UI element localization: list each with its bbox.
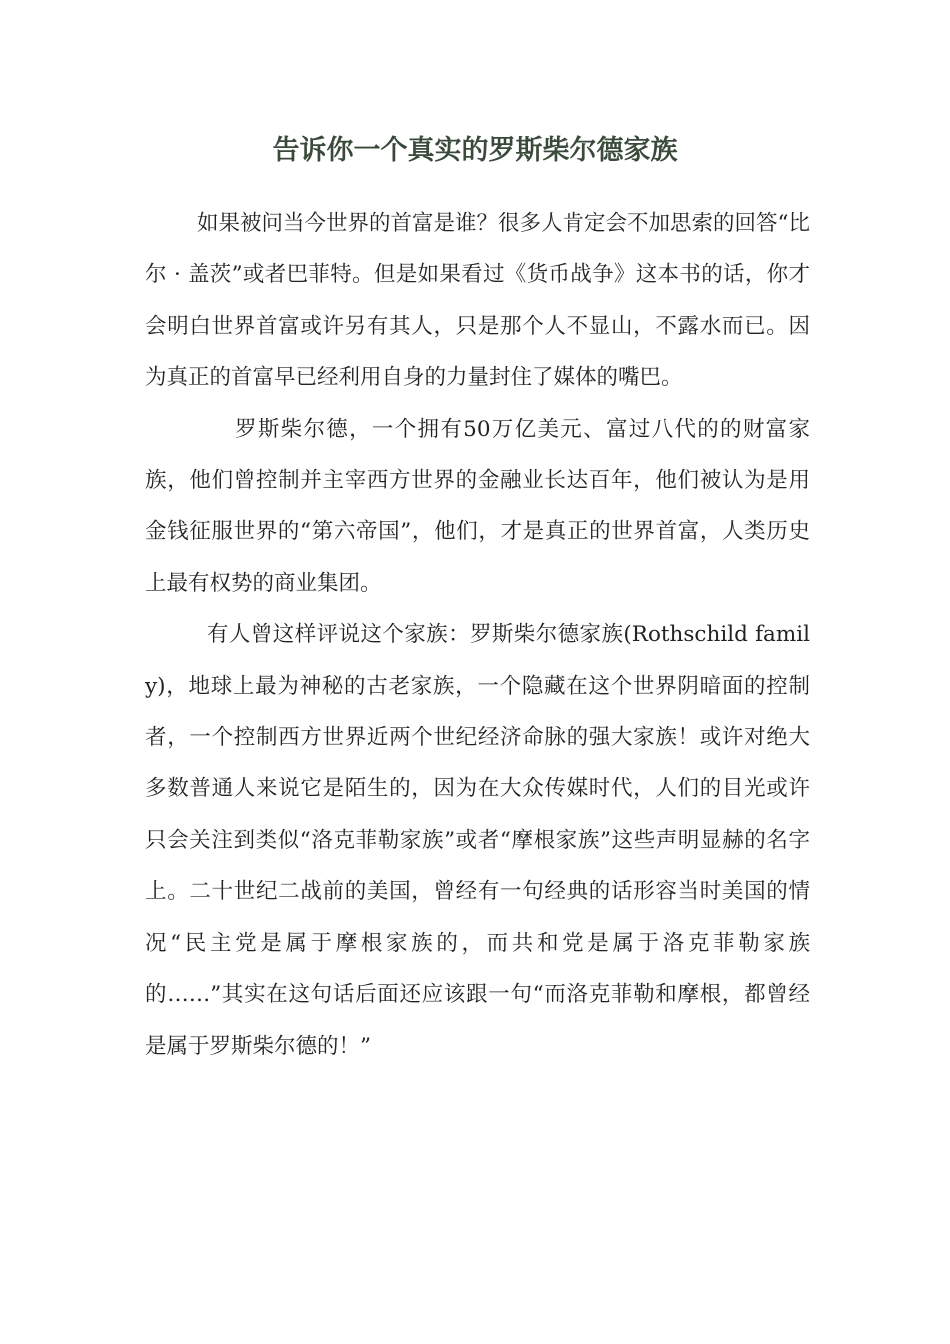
document-title: 告诉你一个真实的罗斯柴尔德家族 [272, 135, 678, 166]
paragraph: 罗斯柴尔德，一个拥有50万亿美元、富过八代的的财富家族，他们曾控制并主宰西方世界的金融业长达百年，他们被认为是用金钱征服世界的“第六帝国”，他们，才是真正的世界首富，人类历史上最有权势的商业集团。 [145, 416, 810, 596]
paragraph: 如果被问当今世界的首富是谁？很多人肯定会不加思索的回答“比尔 · 盖茨”或者巴菲特。但是如果看过《货币战争》这本书的话，你才会明白世界首富或许另有其人，只是那个人不显山，不露水而已。因为真正的首富早已经利用自身的力量封住了媒体的嘴巴。 [145, 211, 810, 391]
paragraph: 有人曾这样评说这个家族：罗斯柴尔德家族(Rothschild family)，地球上最为神秘的古老家族，一个隐藏在这个世界阴暗面的控制者，一个控制西方世界近两个世纪经济命脉的强大家族！或许对绝大多数普通人来说它是陌生的，因为在大众传媒时代，人们的目光或许只会关注到类似“洛克菲勒家族”或者“摩根家族”这些声明显赫的名字上。二十世纪二战前的美国，曾经有一句经典的话形容当时美国的情况“民主党是属于摩根家族的，而共和党是属于洛克菲勒家族的……”其实在这句话后面还应该跟一句“而洛克菲勒和摩根，都曾经是属于罗斯柴尔德的！” [145, 622, 810, 1059]
document-body [145, 198, 810, 1072]
